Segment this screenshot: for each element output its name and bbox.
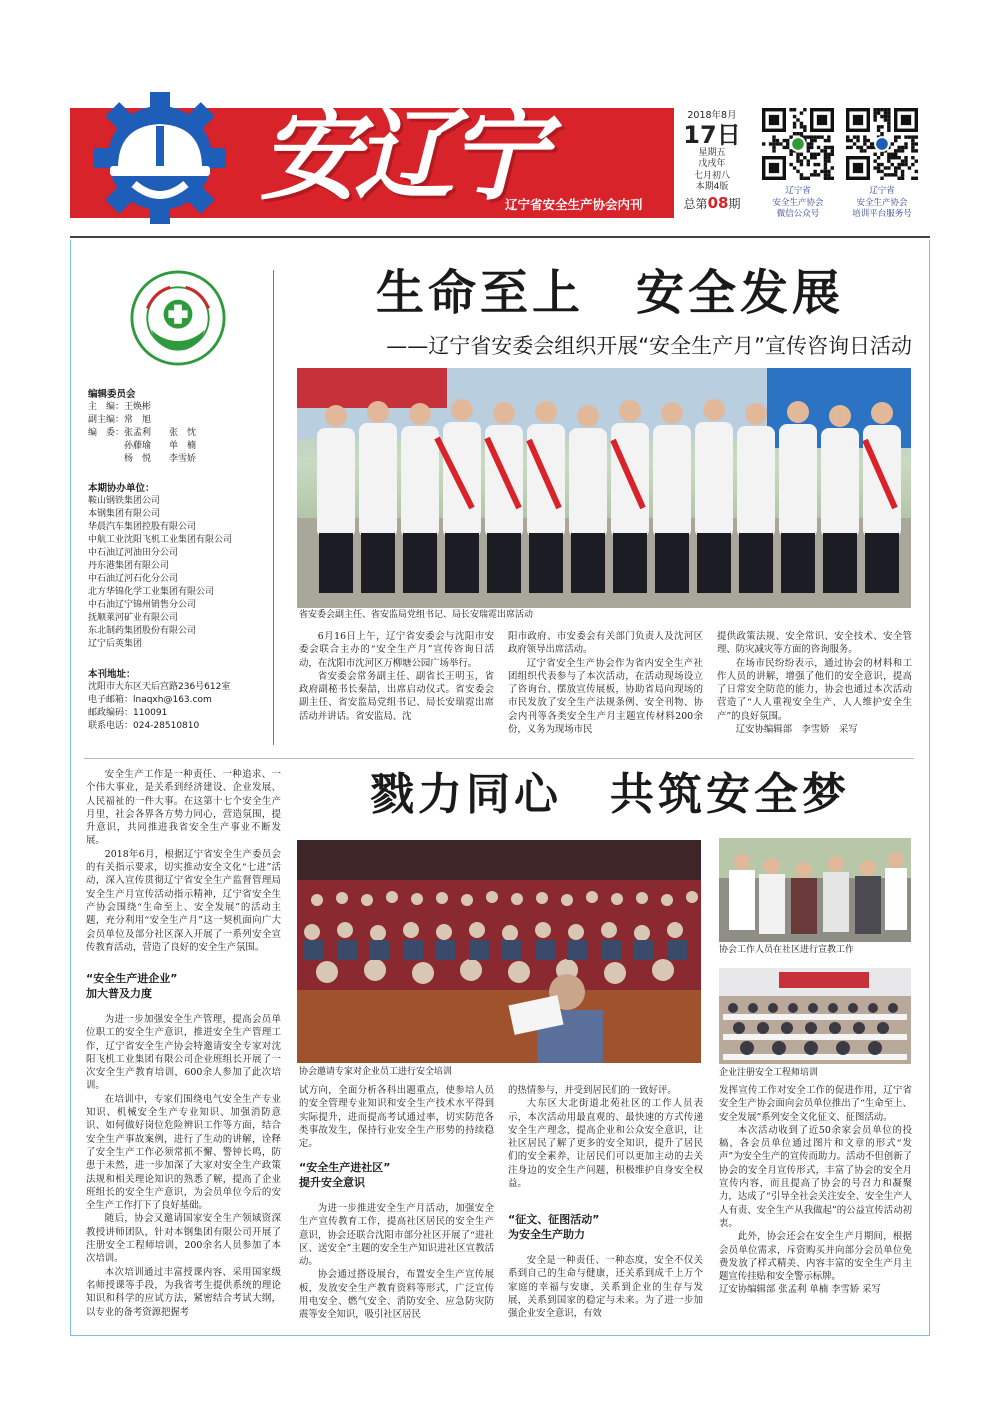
co-sponsor-item: 北方华锦化学工业集团有限公司: [88, 587, 215, 597]
article2-col2-text-b: 为进一步推进安全生产月活动，加强安全生产宣传教育工作，提高社区居民的安全生产意识，协会还联合沈阳市部分社区开展了“进社区、送安全”主题的安全生产知识进社区宣教活动。 协会通过搭设展台，布置安全生产宣传展板，发放安全生产教育资料等形式，广泛宣传用电安全、燃气安全、消防安全、应急防灾防震等安全知识，吸引社区居民: [299, 1203, 494, 1321]
community-photo-caption: 协会工作人员在社区进行宣教工作: [719, 945, 855, 955]
article1-column-3: 提供政策法规、安全常识、安全技术、安全管理、防灾减灾等方面的咨询服务。 在场市民纷纷表示，通过协会的材料和工作人员的讲解，增强了他们的安全意识，提高了日常安全防范的能力，协会也通过本次活动营造了“人人重视安全生产、人人维护安全生产”的良好氛围。 辽安协编辑部 李雪娇 采写: [717, 631, 912, 736]
wechat-qr-caption: 辽宁省 安全生产协会 微信公众号: [772, 186, 824, 219]
engineer-photo-caption: 企业注册安全工程师培训: [719, 1068, 819, 1078]
issue-ganzhi: 戊戌年: [698, 159, 726, 169]
co-sponsor-item: 鞍山钢铁集团公司: [88, 496, 161, 506]
co-sponsor-item: 中石油辽宁锦州销售分公司: [88, 600, 197, 610]
article2-col3-text-b: 安全是一种责任、一种态度，安全不仅关系到自己的生命与健康，还关系到成千上万个家庭的幸福与安康，关系到企业的生存与发展，关系到国家的稳定与未来。为了进一步加强企业安全意识，有效: [508, 1255, 703, 1320]
engineer-training-photo: [719, 968, 911, 1064]
address-title: 本刊地址：: [88, 669, 136, 680]
article2-col4-text: 发挥宣传工作对安全工作的促进作用，辽宁省安全生产协会面向会员单位推出了“生命至上、安全发展”系列安全文化征文、征图活动。 本次活动收到了近50余家会员单位的投稿，各会员单位通过图片和文章的形式“发声”为安全生产的宣传而助力。活动不但创新了协会的安全月宣传形式，丰富了协会的安全月宣传内容，而且提高了协会的号召力和凝聚力，达成了“引导全社会关注安全、安全生产人人有责、安全生产从我做起”的公益宣传活动初衷。 此外，协会还会在安全生产月期间，根据会员单位需求，斥资购买并向部分会员单位免费发放了样式精美、内容丰富的安全生产月主题宣传挂贴和安全警示标牌。 辽安协编辑部 张孟利 单楠 李雪娇 采写: [719, 1085, 912, 1296]
issue-lunar-date: 七月初八: [693, 170, 730, 181]
co-sponsor-item: 中石油辽河油田分公司: [88, 548, 179, 558]
wechat-qr-code-icon[interactable]: [762, 108, 834, 180]
section-divider: [84, 758, 914, 759]
co-sponsor-item: 东北制药集团股份有限公司: [88, 626, 197, 636]
masthead-subtitle: 辽宁省安全生产协会内刊: [505, 197, 643, 212]
co-sponsor-item: 中石油辽河石化分公司: [88, 574, 179, 584]
article2-col3-text-a: 的热情参与，并受到居民们的一致好评。 大东区大北街道北苑社区的工作人员表示，本次活动用最直观的、最快速的方式传递安全生产理念，提高企业和公众安全意识，让社区居民了解了更多的安全知识，提升了居民们的安全素养，让居民们可以更加主动的去关注身边的安全生产问题，积极维护自身安全权益。: [508, 1085, 703, 1190]
issue-number: 总第08期: [683, 193, 741, 212]
article2-byline: 辽安协编辑部 张孟利 单楠 李雪娇 采写: [719, 1284, 881, 1296]
article2-intro: 安全生产工作是一种责任、一种追求、一个伟大事业，是关系到经济建设、企业发展、人民福祉的一件大事。在这第十七个安全生产月里，社会各界各方势力同心，营造氛围，提升意识，共同推进我省安全生产事业不断发展。 2018年6月，根据辽宁省安全生产委员会的有关指示要求，切实推动安全文化“七进”活动，深入宣传贯彻辽宁省安全生产监督管理局安全生产月宣传活动指示精神，辽宁省安全生产协会围绕“生命至上、安全发展”的活动主题，充分利用“安全生产月”这一契机面向广大会员单位及部分社区深入开展了一系列安全宣传教育活动，营造了良好的安全生产氛围。: [86, 769, 281, 953]
issue-day: 17日: [683, 120, 741, 149]
training-hall-illustration: [297, 840, 701, 1063]
email-line[interactable]: 电子邮箱：lnaqxh@163.com: [88, 695, 212, 705]
group-photo-illustration: [297, 368, 911, 608]
training-qr-caption: 辽宁省 安全生产协会 培训平台服务号: [852, 186, 912, 219]
editorial-line: 编 委：张孟利 张 忱: [88, 428, 197, 438]
address-line: 沈阳市大东区天后宫路236号612室: [88, 682, 231, 692]
co-sponsor-item: 抚顺莱河矿业有限公司: [88, 613, 179, 623]
training-hall-photo: [297, 840, 701, 1063]
issue-pages: 本期4版: [695, 182, 729, 192]
editorial-board: [88, 388, 274, 466]
training-qr-code-icon[interactable]: [846, 108, 918, 180]
co-sponsor-units: [88, 482, 274, 651]
article1-column-2: 阳市政府、市安委会有关部门负责人及沈河区政府领导出席活动。 辽宁省安全生产协会作为省内安全生产社团组织代表参与了本次活动，在活动现场设立了咨询台、摆放宣传展板，协助省局向现场的市民发放了安全生产法规条例、安全刊物、协会内刊等各类安全生产月主题宣传材料200余份，义务为现场市民: [508, 631, 703, 736]
phone-line: 联系电话：024-28510810: [88, 721, 200, 731]
article1-byline: 辽安协编辑部 李雪娇 采写: [735, 724, 858, 736]
editorial-line: 杨 悦 李雪娇: [88, 454, 197, 464]
co-sponsor-item: 华晨汽车集团控股有限公司: [88, 522, 197, 532]
association-emblem-icon: [130, 270, 226, 366]
article1-headline: 生命至上 安全发展: [375, 265, 844, 321]
co-sponsor-item: 中航工业沈阳飞机工业集团有限公司: [88, 535, 233, 545]
co-sponsor-item: 辽宁后英集团: [88, 639, 143, 649]
masthead-rule: [70, 236, 930, 238]
masthead: [70, 88, 930, 238]
article2-col2-text-a: 试方向，全面分析各科出题重点，使参培人员的安全管理专业知识和安全生产技术水平得到实际提升，进而提高考试通过率，切实防范各类事故发生，保持行业安全生产形势的持续稳定。: [299, 1085, 494, 1150]
section3-heading: “征文、征图活动” 为安全生产助力: [508, 1213, 600, 1241]
article2-headline: 戮力同心 共筑安全梦: [370, 769, 850, 820]
editorial-line: 副主编：常 旭: [88, 415, 152, 425]
community-promo-photo: [719, 838, 911, 942]
postcode-line: 邮政编码：110091: [88, 708, 168, 718]
article1-column-1: 6月16日上午，辽宁省安委会与沈阳市安委会联合主办的“安全生产月”宣传咨询日活动，在沈阳市沈河区万柳塘公园广场举行。 省安委会常务副主任、副省长王明玉，省政府副秘书长秦喆，出席启动仪式。省安委会副主任、省安监局党组书记、局长安瑞霓出席活动并讲话。省安监局、沈: [299, 631, 494, 722]
issue-date-box: [677, 108, 747, 223]
co-sponsor-title: 本期协办单位：: [88, 483, 155, 494]
section2-heading: “安全生产进社区” 提升安全意识: [299, 1161, 391, 1189]
issue-weekday: 星期五: [698, 147, 726, 158]
training-photo-caption: 协会邀请专家对企业员工进行安全培训: [299, 1067, 453, 1077]
contact-info: [88, 668, 274, 733]
co-sponsor-item: 本钢集团有限公司: [88, 509, 161, 519]
article1-subheadline: ——辽宁省安委会组织开展“安全生产月”宣传咨询日活动: [386, 334, 912, 358]
editorial-board-title: 编辑委员会: [88, 389, 136, 400]
community-promo-illustration: [719, 838, 911, 942]
section1-heading: “安全生产进企业” 加大普及力度: [86, 972, 178, 1000]
article1-group-photo: [297, 368, 911, 608]
engineer-training-illustration: [719, 968, 911, 1064]
article2-section1-body: 为进一步加强安全生产管理，提高会员单位职工的安全生产意识，推进安全生产管理工作，辽宁省安全生产协会特邀请安全专家对沈阳飞机工业集团有限公司企业班组长开展了一次安全生产教育培训，600余人参加了此次培训。 在培训中，专家们围绕电气安全生产专业知识、机械安全生产专业知识、加强消防意识、如何做好岗位危险辨识工作等方面，结合安全生产事故案例，进行了生动的讲解，诠释了安全生产工作必须常抓不懈、警钟长鸣，防患于未然，进一步加深了大家对安全生产政策法规和相关理论知识的熟悉了解，提高了企业班组长的安全生产意识，为会员单位今后的安全生产工作打下了良好基础。 随后，协会又邀请国家安全生产领域资深教授讲师团队，针对本钢集团有限公司开展了注册安全工程师培训，200余名人员参加了本次培训。 本次培训通过丰富授课内容、采用国家级名师授课等手段，为我省考生提供系统的理论知识和科学的应试方法，紧密结合考试大纲，以专业的备考资源把握考: [86, 1014, 281, 1318]
issue-year-month: 2018年8月: [687, 110, 737, 121]
co-sponsor-item: 丹东港集团有限公司: [88, 561, 170, 571]
masthead-title: 安辽宁: [260, 96, 542, 214]
gear-helmet-logo-icon: [72, 88, 272, 228]
sidebar: [84, 270, 274, 745]
editorial-line: 孙藤瑜 单 楠: [88, 441, 197, 451]
article1-photo-caption: 省安委会副主任、省安监局党组书记、局长安瑞霓出席活动: [299, 610, 534, 620]
editorial-line: 主 编：王焕彬: [88, 402, 152, 412]
